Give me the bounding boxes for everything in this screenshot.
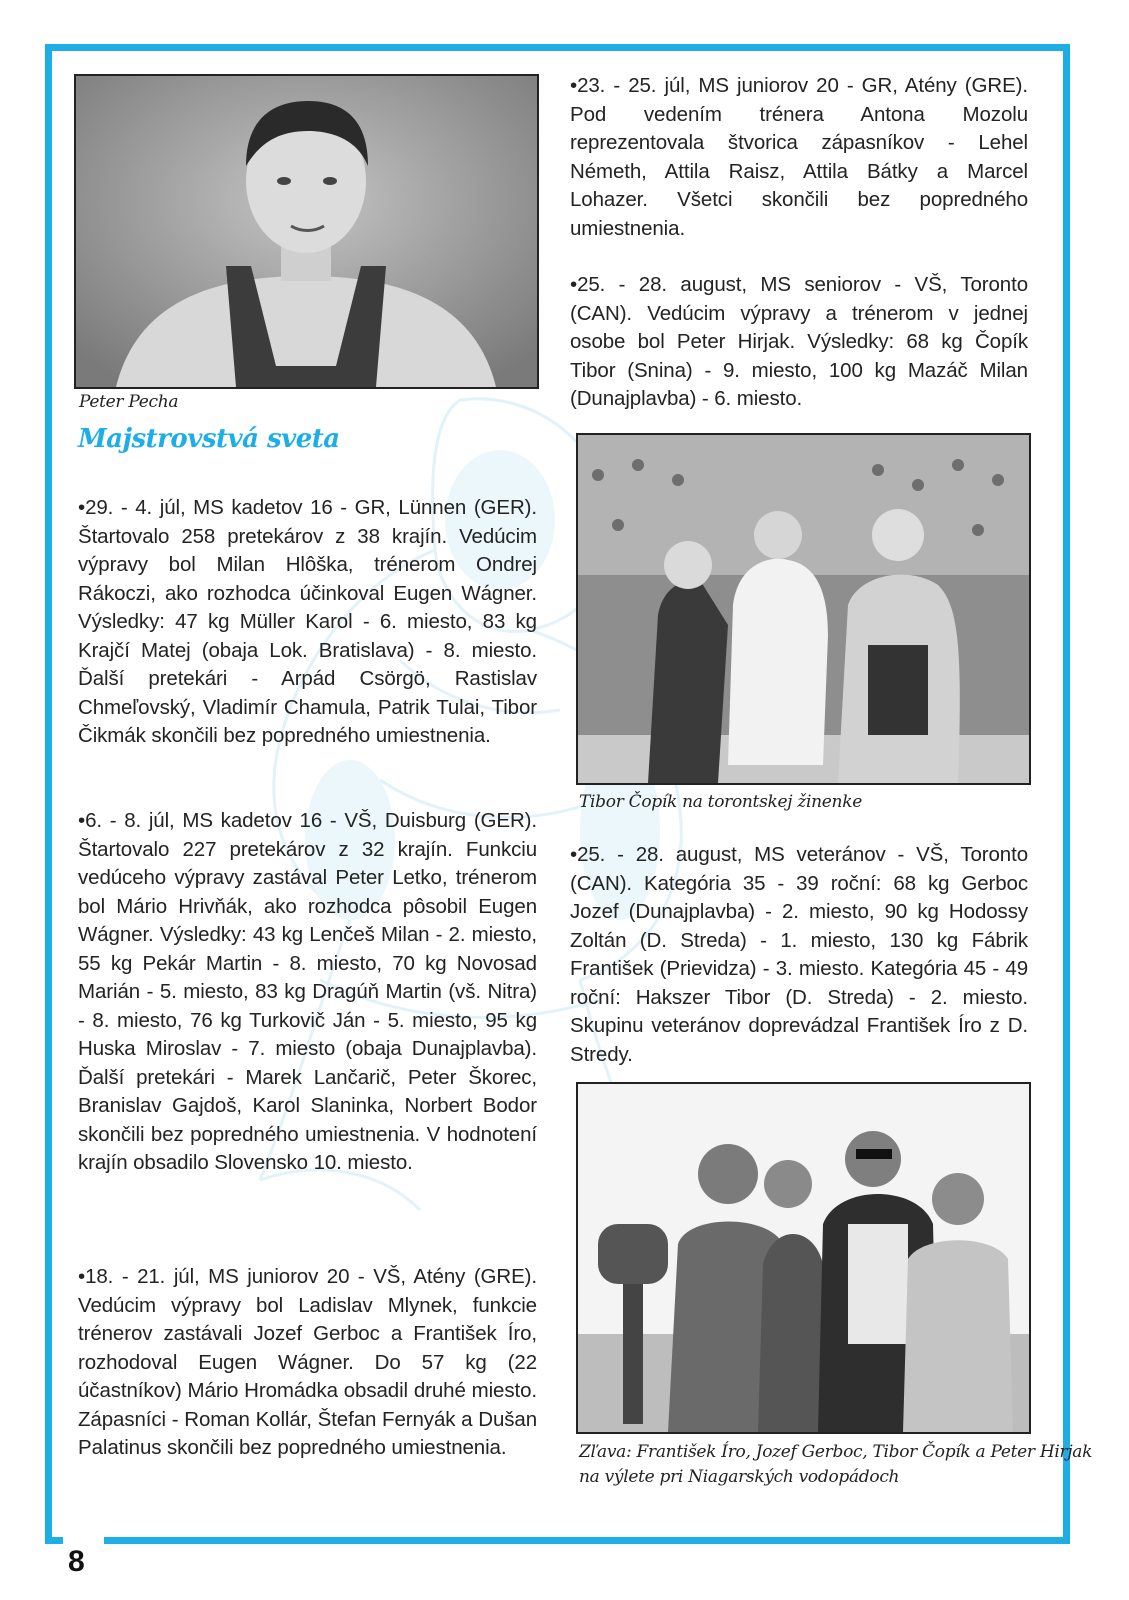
portrait-caption: Peter Pecha — [79, 392, 179, 412]
match-illustration — [578, 435, 1029, 783]
group-photo — [576, 1082, 1031, 1434]
event-paragraph: •29. - 4. júl, MS kadetov 16 - GR, Lünnen (GER). Štartovalo 258 pretekárov z 38 krajín. Vedúcim výpravy bol Milan Hlôška, trénerom Ondrej Rákoczi, ako rozhodca účinkoval Eugen Wágner. Výsledky: 47 kg Müller Karol - 6. miesto, 83 kg Krajčí Matej (obaja Lok. Bratislava) - 8. miesto. Ďalší pretekári - Arpád Csörgö, Rastislav Chmeľovský, Vladimír Chamula, Patrik Tulai, Tibor Čikmák skončili bez popredného umiestnenia. — [78, 496, 537, 747]
event-paragraph: •25. - 28. august, MS veteránov - VŠ, Toronto (CAN). Kategória 35 - 39 roční: 68 kg Gerboc Jozef (Dunajplavba) - 2. miesto, 90 kg Hodossy Zoltán (D. Streda) - 1. miesto, 130 kg Fábrik František (Prievidza) - 3. miesto. Kategória 45 - 49 roční: Hakszer Tibor (D. Streda) - 2. miesto. Skupinu veteránov doprevádzal František Íro z D. Stredy. — [570, 843, 1028, 1066]
bottom-rule — [45, 1537, 63, 1544]
event-paragraph: •18. - 21. júl, MS juniorov 20 - VŠ, Atény (GRE). Vedúcim výpravy bol Ladislav Mlynek, funkcie trénerov zastávali Jozef Gerboc a František Íro, rozhodoval Eugen Wágner. Do 57 kg (22 účastníkov) Mário Hromádka obsadil druhé miesto. Zápasníci - Roman Kollár, Štefan Fernyák a Dušan Palatinus skončili bez popredného umiestnenia. — [78, 1265, 537, 1459]
event-paragraph: •6. - 8. júl, MS kadetov 16 - VŠ, Duisburg (GER). Štartovalo 227 pretekárov z 32 krajín. Funkciu vedúceho výpravy zastával Peter Letko, trénerom bol Mário Hrivňák, ako rozhodca pôsobil Eugen Wágner. Výsledky: 43 kg Lenčeš Milan - 2. miesto, 55 kg Pekár Martin - 8. miesto, 70 kg Novosad Marián - 5. miesto, 83 kg Dragúň Martin (vš. Nitra) - 8. miesto, 76 kg Turkovič Ján - 5. miesto, 95 kg Huska Miroslav - 7. miesto (obaja Dunajplavba). Ďalší pretekári - Marek Lančarič, Peter Škorec, Branislav Gajdoš, Karol Slaninka, Norbert Bodor skončili bez popredného umiestnenia. V hodnotení krajín obsadilo Slovensko 10. miesto. — [78, 809, 537, 1174]
match-caption: Tibor Čopík na torontskej žinenke — [579, 792, 862, 812]
event-paragraph: •23. - 25. júl, MS juniorov 20 - GR, Atény (GRE). Pod vedením trénera Antona Mozolu reprezentovala štvorica zápasníkov - Lehel Németh, Attila Raisz, Attila Bátky a Marcel Lohazer. Všetci skončili bez popredného umiestnenia. — [570, 74, 1028, 240]
match-photo — [576, 433, 1031, 785]
group-caption-line: na výlete pri Niagarských vodopádoch — [579, 1467, 900, 1487]
portrait-photo — [74, 74, 539, 389]
event-paragraph: •25. - 28. august, MS seniorov - VŠ, Toronto (CAN). Vedúcim výpravy a trénerom v jednej osobe bol Peter Hirjak. Výsledky: 68 kg Čopík Tibor (Snina) - 9. miesto, 100 kg Mazáč Milan (Dunajplavba) - 6. miesto. — [570, 273, 1028, 410]
portrait-illustration — [76, 76, 537, 387]
group-illustration — [578, 1084, 1029, 1432]
group-caption-line: Zľava: František Íro, Jozef Gerboc, Tibor Čopík a Peter Hirjak — [579, 1442, 1093, 1462]
section-title: Majstrovstvá sveta — [78, 424, 340, 454]
bottom-rule — [104, 1537, 1070, 1544]
page-number: 8 — [68, 1545, 85, 1578]
